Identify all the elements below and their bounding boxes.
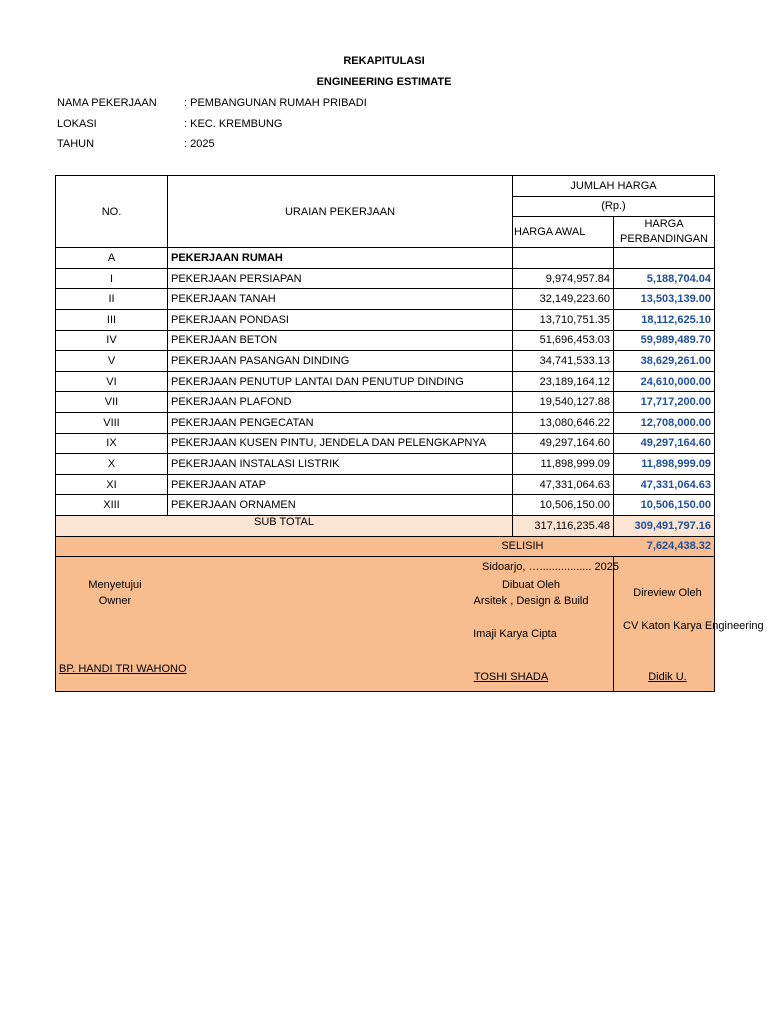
document-title: REKAPITULASI xyxy=(343,55,425,67)
row-no: I xyxy=(56,268,168,289)
row-harga-awal: 34,741,533.13 xyxy=(513,351,614,372)
row-no: VII xyxy=(56,392,168,413)
subtotal-label: SUB TOTAL xyxy=(56,515,513,536)
row-no: II xyxy=(56,289,168,310)
header-harga-perbandingan: HARGA PERBANDINGAN xyxy=(614,217,715,248)
empty-cell xyxy=(513,248,614,269)
rekap-table xyxy=(55,175,764,692)
row-harga-perbandingan: 12,708,000.00 xyxy=(614,412,715,433)
subtotal-row xyxy=(56,515,715,536)
row-harga-perbandingan: 10,506,150.00 xyxy=(614,495,715,516)
approve-line1: Menyetujui xyxy=(88,579,142,592)
selisih-label: SELISIH xyxy=(56,536,614,557)
row-harga-awal: 47,331,064.63 xyxy=(513,474,614,495)
made-company: Imaji Karya Cipta xyxy=(473,628,557,641)
info-label: TAHUN xyxy=(57,138,95,150)
table-row xyxy=(56,433,715,454)
subtotal-harga-perbandingan: 309,491,797.16 xyxy=(614,515,715,536)
row-name: PEKERJAAN TANAH xyxy=(168,289,513,310)
row-name: PEKERJAAN PERSIAPAN xyxy=(168,268,513,289)
table-row xyxy=(56,474,715,495)
row-harga-awal: 49,297,164.60 xyxy=(513,433,614,454)
review-name: Didik U. xyxy=(648,671,687,684)
info-value: : 2025 xyxy=(184,138,215,150)
review-company: CV Katon Karya Engineering xyxy=(623,620,764,633)
row-harga-awal: 23,189,164.12 xyxy=(513,371,614,392)
row-harga-perbandingan: 5,188,704.04 xyxy=(614,268,715,289)
table-header-row xyxy=(56,176,715,197)
info-label: LOKASI xyxy=(57,118,97,130)
row-harga-perbandingan: 47,331,064.63 xyxy=(614,474,715,495)
row-no: IV xyxy=(56,330,168,351)
subtotal-harga-awal: 317,116,235.48 xyxy=(513,515,614,536)
review-line1: Direview Oleh xyxy=(633,587,702,600)
row-harga-perbandingan: 38,629,261.00 xyxy=(614,351,715,372)
info-value: : PEMBANGUNAN RUMAH PRIBADI xyxy=(184,97,367,109)
row-harga-awal: 19,540,127.88 xyxy=(513,392,614,413)
row-name: PEKERJAAN PASANGAN DINDING xyxy=(168,351,513,372)
row-harga-perbandingan: 18,112,625.10 xyxy=(614,309,715,330)
row-harga-awal: 13,710,751.35 xyxy=(513,309,614,330)
table-row xyxy=(56,392,715,413)
signature-right-cell xyxy=(614,557,764,692)
approve-block xyxy=(59,577,171,609)
place-date: Sidoarjo, …................. 2025 xyxy=(482,561,619,574)
table-row xyxy=(56,412,715,433)
table-row xyxy=(56,371,715,392)
table-row xyxy=(56,495,715,516)
row-harga-awal: 13,080,646.22 xyxy=(513,412,614,433)
row-no: VIII xyxy=(56,412,168,433)
table-row xyxy=(56,309,715,330)
row-no: V xyxy=(56,351,168,372)
row-no: X xyxy=(56,454,168,475)
row-no: IX xyxy=(56,433,168,454)
made-line1: Dibuat Oleh xyxy=(501,579,561,592)
section-row xyxy=(56,248,715,269)
row-harga-awal: 9,974,957.84 xyxy=(513,268,614,289)
table-row xyxy=(56,289,715,310)
info-label: NAMA PEKERJAAN xyxy=(57,97,157,109)
row-harga-awal: 11,898,999.09 xyxy=(513,454,614,475)
approve-name: BP. HANDI TRI WAHONO xyxy=(59,663,187,676)
row-harga-perbandingan: 59,989,489.70 xyxy=(614,330,715,351)
made-block xyxy=(431,577,631,609)
row-no: XIII xyxy=(56,495,168,516)
row-harga-awal: 51,696,453.03 xyxy=(513,330,614,351)
selisih-value: 7,624,438.32 xyxy=(614,536,715,557)
row-harga-awal: 32,149,223.60 xyxy=(513,289,614,310)
signature-row xyxy=(56,557,715,692)
made-line2: Arsitek , Design & Build xyxy=(473,595,589,608)
row-harga-awal: 10,506,150.00 xyxy=(513,495,614,516)
header-harga-awal: HARGA AWAL xyxy=(513,217,614,248)
row-name: PEKERJAAN PONDASI xyxy=(168,309,513,330)
row-name: PEKERJAAN INSTALASI LISTRIK xyxy=(168,454,513,475)
table-row xyxy=(56,351,715,372)
row-name: PEKERJAAN BETON xyxy=(168,330,513,351)
row-no: XI xyxy=(56,474,168,495)
header-no: NO. xyxy=(56,176,168,248)
table-row xyxy=(56,454,715,475)
signature-left-cell xyxy=(56,557,619,692)
table-row xyxy=(56,330,715,351)
row-name: PEKERJAAN PENGECATAN xyxy=(168,412,513,433)
row-no: VI xyxy=(56,371,168,392)
row-name: PEKERJAAN PLAFOND xyxy=(168,392,513,413)
header-uraian: URAIAN PEKERJAAN xyxy=(168,176,513,248)
row-name: PEKERJAAN PENUTUP LANTAI DAN PENUTUP DINDING xyxy=(168,371,513,392)
empty-cell xyxy=(614,248,715,269)
info-value: : KEC. KREMBUNG xyxy=(184,118,283,130)
document-subtitle: ENGINEERING ESTIMATE xyxy=(316,76,452,88)
row-no: III xyxy=(56,309,168,330)
row-harga-perbandingan: 24,610,000.00 xyxy=(614,371,715,392)
section-name: PEKERJAAN RUMAH xyxy=(168,248,513,269)
row-name: PEKERJAAN ATAP xyxy=(168,474,513,495)
section-no: A xyxy=(56,248,168,269)
approve-line2: Owner xyxy=(98,595,132,608)
row-harga-perbandingan: 11,898,999.09 xyxy=(614,454,715,475)
row-harga-perbandingan: 17,717,200.00 xyxy=(614,392,715,413)
row-harga-perbandingan: 49,297,164.60 xyxy=(614,433,715,454)
row-name: PEKERJAAN KUSEN PINTU, JENDELA DAN PELENGKAPNYA xyxy=(168,433,513,454)
made-name: TOSHI SHADA xyxy=(473,671,549,684)
row-name: PEKERJAAN ORNAMEN xyxy=(168,495,513,516)
header-unit: (Rp.) xyxy=(513,196,715,217)
selisih-row xyxy=(56,536,715,557)
header-jumlah-harga: JUMLAH HARGA xyxy=(513,176,715,197)
row-harga-perbandingan: 13,503,139.00 xyxy=(614,289,715,310)
table-row xyxy=(56,268,715,289)
